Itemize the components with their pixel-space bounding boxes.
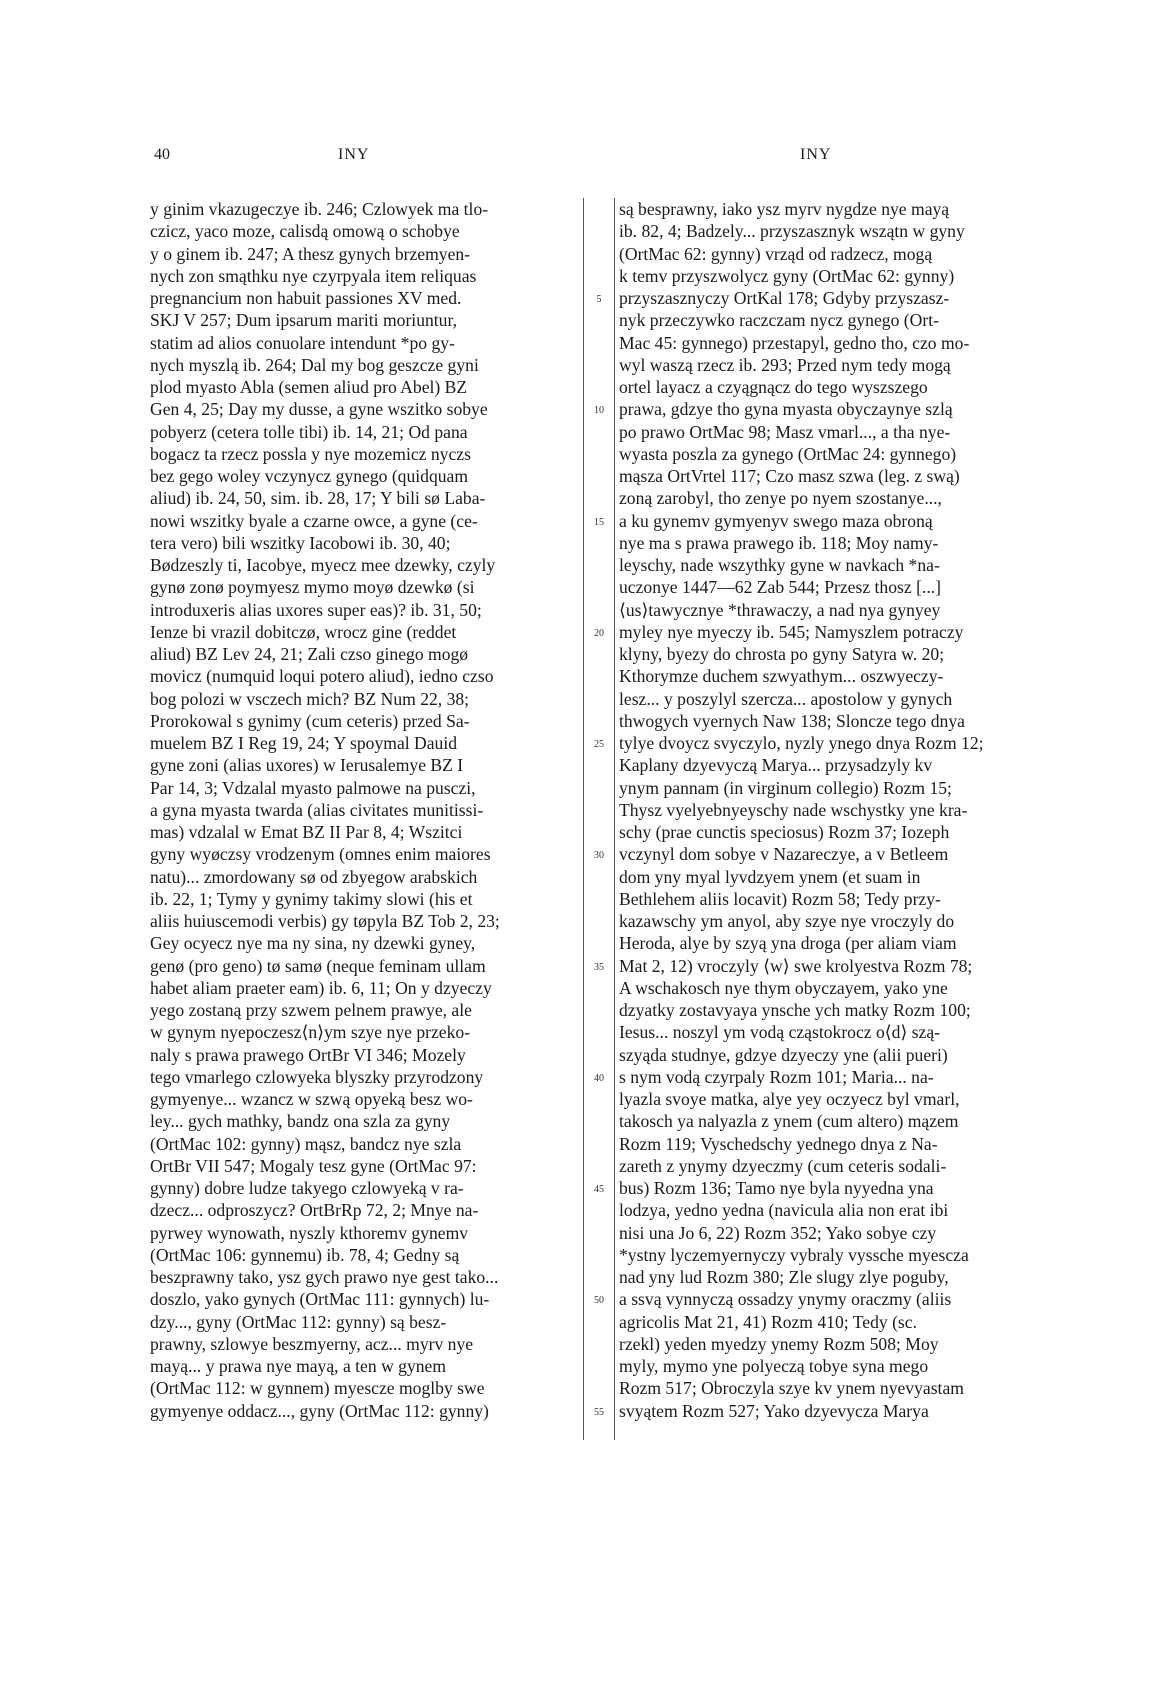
page-header xyxy=(0,146,1159,170)
line-number: 25 xyxy=(594,739,604,750)
text-line: nowi wszitky byale a czarne owce, a gyne (ce- xyxy=(150,510,478,531)
text-line: ynym pannam (in virginum collegio) Rozm 15; xyxy=(619,777,952,798)
text-line: szyąda studnye, gdzye dzyeczy yne (alii pueri) xyxy=(619,1044,948,1065)
text-line: dzy..., gyny (OrtMac 112: gynny) są besz- xyxy=(150,1311,447,1332)
text-line: y o ginem ib. 247; A thesz gynych brzemyen- xyxy=(150,243,471,264)
text-line: gyne zoni (alias uxores) w Ierusalemye BZ I xyxy=(150,755,464,776)
text-line: k temv przyszwolycz gyny (OrtMac 62: gynny) xyxy=(619,265,955,286)
running-head-left: INY xyxy=(338,146,370,163)
text-line: movicz (numquid loqui potero aliud), iedno czso xyxy=(150,666,494,687)
text-line: habet aliam praeter eam) ib. 6, 11; On y dzyeczy xyxy=(150,977,492,998)
text-line: lyazla svoye matka, alye yey oczyecz byl vmarl, xyxy=(619,1089,960,1109)
text-line: ib. 82, 4; Badzely... przyszasznyk wszątn w gyny xyxy=(619,221,965,242)
text-line: po prawo OrtMac 98; Masz vmarl..., a tha nye- xyxy=(619,421,951,442)
text-line: lesz... y poszylyl szercza... apostolow y gynych xyxy=(619,688,953,709)
text-line: nye ma s prawa prawego ib. 118; Moy namy- xyxy=(619,532,939,553)
text-line: leyschy, nade wszythky gyne w navkach *na- xyxy=(619,555,940,575)
text-line: tego vmarlego czlowyeka blyszky przyrodzony xyxy=(150,1066,484,1087)
text-line: Bødzeszly ti, Iacobye, myecz mee dzewky, czyly xyxy=(150,555,496,575)
line-number: 55 xyxy=(594,1406,604,1418)
text-line: Kthorymze duchem szwyathym... oszwyeczy- xyxy=(619,666,944,687)
text-line: zareth z ynymy dzyeczmy (cum ceteris sodali- xyxy=(619,1155,947,1176)
text-line: (OrtMac 112: w gynnem) myescze moglby swe xyxy=(150,1378,485,1399)
text-line: Gey ocyecz nye ma ny sina, ny dzewki gyney, xyxy=(150,933,476,954)
text-line: Par 14, 3; Vdzalal myasto palmowe na pusczi, xyxy=(150,777,476,798)
text-line: statim ad alios conuolare intendunt *po gy- xyxy=(150,332,455,353)
text-line: są besprawny, iako ysz myrv nygdze nye mayą xyxy=(619,199,950,219)
text-line: gymyenye... wzancz w szwą opyeką besz wo- xyxy=(150,1089,473,1109)
text-line: s nym vodą czyrpaly Rozm 101; Maria... na- xyxy=(619,1066,934,1087)
text-line: dzecz... odproszycz? OrtBrRp 72, 2; Mnye na- xyxy=(150,1200,479,1221)
text-line: a ssvą vynnyczą ossadzy ynymy oraczmy (aliis xyxy=(619,1289,952,1310)
text-line: (OrtMac 106: gynnemu) ib. 78, 4; Gedny są xyxy=(150,1244,460,1265)
text-line: y ginim vkazugeczye ib. 246; Czlowyek ma tlo- xyxy=(150,199,489,219)
text-line: Iesus... noszyl ym vodą cząstokrocz o⟨d⟩ szą- xyxy=(619,1022,941,1043)
text-line: naly s prawa prawego OrtBr VI 346; Mozely xyxy=(150,1044,466,1065)
text-line: wyl waszą rzecz ib. 293; Przed nym tedy mogą xyxy=(619,354,951,375)
text-line: lodzya, yedno yedna (navicula alia non erat ibi xyxy=(619,1200,949,1221)
right-column xyxy=(619,198,1034,1422)
text-line: OrtBr VII 547; Mogaly tesz gyne (OrtMac 97: xyxy=(150,1155,477,1176)
line-number: 15 xyxy=(594,516,604,528)
text-line: yego zostaną przy szwem pelnem prawye, ale xyxy=(150,1000,472,1020)
text-line: schy (prae cunctis speciosus) Rozm 37; Iozeph xyxy=(619,822,950,842)
text-line: vczynyl dom sobye v Nazareczye, a v Betleem xyxy=(619,844,949,865)
text-line: svyątem Rozm 527; Yako dzyevycza Marya xyxy=(619,1400,929,1421)
text-line: Bethlehem aliis locavit) Rozm 58; Tedy przy- xyxy=(619,888,941,909)
text-line: takosch ya nalyazla z ynem (cum altero) mązem xyxy=(619,1111,959,1132)
text-line: dzyatky zostavyaya ynsche ych matky Rozm 100; xyxy=(619,1000,971,1020)
text-line: bog polozi w vsczech mich? BZ Num 22, 38; xyxy=(150,688,470,709)
text-line: prawny, szlowye beszmyerny, acz... myrv nye xyxy=(150,1333,474,1354)
text-line: bus) Rozm 136; Tamo nye byla nyyedna yna xyxy=(619,1178,934,1198)
page-number: 40 xyxy=(154,146,170,163)
text-line: gynny) dobre ludze takyego czlowyeką v ra- xyxy=(150,1178,464,1198)
line-number: 20 xyxy=(594,627,604,639)
text-line: genø (pro geno) tø samø (neque feminam ullam xyxy=(150,955,486,976)
line-number: 30 xyxy=(594,850,604,862)
text-line: plod myasto Abla (semen aliud pro Abel) BZ xyxy=(150,377,468,397)
text-line: Gen 4, 25; Day my dusse, a gyne wszitko sobye xyxy=(150,399,488,420)
text-line: klyny, byezy do chrosta po gyny Satyra w. 20; xyxy=(619,644,945,664)
text-line: bez gego woley vczynycz gynego (quidquam xyxy=(150,466,469,486)
text-line: zoną zarobyl, tho zenye po nyem szostanye..., xyxy=(619,488,942,509)
text-line: nych zon smąthku nye czyrpyala item reliquas xyxy=(150,265,477,286)
text-line: rzekl) yeden myedzy ynemy Rozm 508; Moy xyxy=(619,1333,939,1354)
text-line: mas) vdzalal w Emat BZ II Par 8, 4; Wszitci xyxy=(150,822,463,842)
left-column xyxy=(150,198,565,1422)
line-number: 5 xyxy=(596,294,602,305)
text-line: (OrtMac 62: gynny) vrząd od radzecz, mogą xyxy=(619,243,933,264)
text-line: a gyna myasta twarda (alias civitates munitissi- xyxy=(150,799,484,820)
text-line: Prorokowal s gynimy (cum ceteris) przed Sa- xyxy=(150,710,470,731)
text-line: ortel layacz a czyągnącz do tego wyszszego xyxy=(619,377,928,397)
text-line: tylye dvoycz svyczylo, nyzly ynego dnya Rozm 12; xyxy=(619,733,984,753)
text-line: tera vero) bili wszitky Iacobowi ib. 30, 40; xyxy=(150,532,451,553)
text-line: mąsza OrtVrtel 117; Czo masz szwa (leg. z swą) xyxy=(619,466,960,486)
text-line: uczonye 1447—62 Zab 544; Przesz thosz [...] xyxy=(619,577,941,598)
column-rule-left xyxy=(583,198,584,1440)
text-line: aliud) ib. 24, 50, sim. ib. 28, 17; Y bili sø Laba- xyxy=(150,488,486,509)
text-line: pyrwey wynowath, nyszly kthoremv gynemv xyxy=(150,1222,469,1243)
line-number: 50 xyxy=(594,1295,604,1307)
text-line: muelem BZ I Reg 19, 24; Y spoymal Dauid xyxy=(150,733,458,753)
text-line: ⟨us⟩tawycznye *thrawaczy, a nad nya gynyey xyxy=(619,599,941,620)
text-line: nad yny lud Rozm 380; Zle slugy zlye poguby, xyxy=(619,1267,949,1287)
text-line: wyasta poszla za gynego (OrtMac 24: gynnego) xyxy=(619,443,957,464)
text-line: aliis huiuscemodi verbis) gy tøpyla BZ Tob 2, 23; xyxy=(150,911,500,931)
text-line: SKJ V 257; Dum ipsarum mariti moriuntur, xyxy=(150,310,458,331)
text-line: Thysz vyelyebnyeyschy nade wschystky yne kra- xyxy=(619,799,968,820)
text-line: czicz, yaco moze, calisdą omową o schobye xyxy=(150,221,460,242)
text-line: kazawschy ym anyol, aby szye nye vroczyly do xyxy=(619,911,955,931)
text-line: gyny wyøczsy vrodzenym (omnes enim maiores xyxy=(150,844,491,865)
text-line: thwogych vyernych Naw 138; Sloncze tego dnya xyxy=(619,710,965,731)
text-line: pregnancium non habuit passiones XV med. xyxy=(150,288,462,308)
text-line: Ienze bi vrazil dobitczø, wrocz gine (reddet xyxy=(150,621,457,642)
text-line: Mac 45: gynnego) przestapyl, gedno tho, czo mo- xyxy=(619,332,970,353)
text-line: Rozm 517; Obroczyla szye kv ynem nyevyastam xyxy=(619,1378,964,1399)
line-number: 10 xyxy=(594,405,604,417)
text-line: Heroda, alye by szyą yna droga (per aliam viam xyxy=(619,933,957,954)
text-line: doszlo, yako gynych (OrtMac 111: gynnych) lu- xyxy=(150,1289,490,1310)
text-line: a ku gynemv gymyenyv swego maza obroną xyxy=(619,510,933,531)
text-line: nyk przeczywko raczczam nycz gynego (Ort- xyxy=(619,310,939,331)
text-line: A wschakosch nye thym obyczayem, yako yne xyxy=(619,977,948,998)
line-number: 35 xyxy=(594,961,604,973)
text-line: prawa, gdzye tho gyna myasta obyczaynye szlą xyxy=(619,399,953,420)
text-line: bogacz ta rzecz possla y nye mozemicz nyczs xyxy=(150,443,471,464)
text-line: ib. 22, 1; Tymy y gynimy takimy slowi (his et xyxy=(150,888,473,909)
text-line: natu)... zmordowany sø od zbyegow arabskich xyxy=(150,866,478,887)
text-line: mayą... y prawa nye mayą, a ten w gynem xyxy=(150,1356,447,1376)
column-rule-right xyxy=(614,198,615,1440)
text-line: agricolis Mat 21, 41) Rozm 410; Tedy (sc. xyxy=(619,1311,917,1332)
text-line: gymyenye oddacz..., gyny (OrtMac 112: gynny) xyxy=(150,1400,489,1421)
text-line: aliud) BZ Lev 24, 21; Zali czso ginego mogø xyxy=(150,644,469,664)
text-line: Kaplany dzyevyczą Marya... przysadzyly kv xyxy=(619,755,933,776)
text-line: *ystny lyczemyernyczy vybraly vyssche myescza xyxy=(619,1244,969,1265)
text-line: w gynym nyepoczesz⟨n⟩ym szye nye przeko- xyxy=(150,1022,471,1043)
text-line: pobyerz (cetera tolle tibi) ib. 14, 21; Od pana xyxy=(150,421,468,442)
text-line: gynø zonø poymyesz mymo moyø dzewkø (si xyxy=(150,577,475,598)
text-line: przyszasznyczy OrtKal 178; Gdyby przyszasz- xyxy=(619,288,950,308)
running-head-right: INY xyxy=(800,146,832,163)
line-number: 40 xyxy=(594,1072,604,1084)
text-line: (OrtMac 102: gynny) mąsz, bandcz nye szla xyxy=(150,1133,462,1154)
text-line: Rozm 119; Vyschedschy yednego dnya z Na- xyxy=(619,1133,938,1154)
text-line: beszprawny tako, ysz gych prawo nye gest tako... xyxy=(150,1267,499,1287)
text-line: myley nye myeczy ib. 545; Namyszlem potraczy xyxy=(619,621,964,642)
text-line: Mat 2, 12) vroczyly ⟨w⟩ swe krolyestva Rozm 78; xyxy=(619,955,973,976)
text-line: nych myszlą ib. 264; Dal my bog geszcze gyni xyxy=(150,354,479,375)
text-line: nisi una Jo 6, 22) Rozm 352; Yako sobye czy xyxy=(619,1222,937,1243)
text-line: dom yny myal lyvdzyem ynem (et suam in xyxy=(619,866,921,887)
text-line: introduxeris alias uxores super eas)? ib. 31, 50; xyxy=(150,599,482,620)
text-line: myly, mymo yne polyeczą tobye syna mego xyxy=(619,1356,929,1376)
text-line: ley... gych mathky, bandz ona szla za gyny xyxy=(150,1111,451,1132)
line-number: 45 xyxy=(594,1184,604,1195)
